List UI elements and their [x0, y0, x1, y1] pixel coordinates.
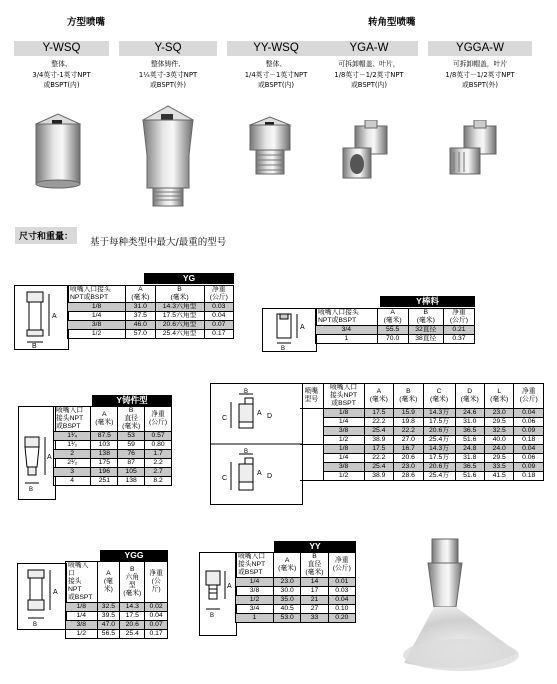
y-sq-nozzle-photo — [133, 100, 203, 212]
header-cell: 喷嘴入口接头 NPT或BSPT — [68, 286, 126, 303]
table-row: 1/4 37.5 17.5六角型 0.04 — [68, 312, 234, 321]
ygga-w-nozzle-photo — [440, 120, 510, 182]
yy-dimension-diagram — [199, 552, 237, 636]
svg-text:B: B — [244, 449, 249, 455]
table-row: 3/8 25.4 22.2 20.6方 36.5 32.5 0.09 — [300, 427, 544, 436]
model-desc-y-sq: 整体铸件、 1¹⁄₄英寸-3英寸NPT 或BSPT(外) — [138, 60, 198, 89]
y-wsq-nozzle-photo — [28, 110, 88, 190]
table-row: 1/4 22.2 20.6 17.5方 31.8 29.5 0.06 — [300, 454, 544, 463]
svg-text:A: A — [47, 454, 52, 461]
svg-text:A: A — [227, 583, 232, 590]
svg-text:C: C — [222, 475, 228, 482]
table-row: 1/2 38.9 28.6 25.4方 51.6 41.5 0.18 — [300, 472, 544, 481]
header-cell: A (毫米) — [126, 286, 155, 303]
table-row: 3 196 105 2.7 — [54, 468, 172, 477]
ygga-dimension-diagram — [222, 449, 272, 490]
yg-table-title: YG — [144, 273, 234, 284]
yy-wsq-nozzle-photo — [245, 115, 295, 180]
svg-text:A: A — [257, 470, 262, 477]
svg-text:A: A — [300, 324, 305, 331]
angle-nozzle-heading: 转角型喷嘴 — [368, 17, 416, 28]
table-row: 1/8 31.0 14.3六角型 0.03 — [68, 303, 234, 312]
model-desc-ygga-w: 可拆卸帽盖，叶片 1/8英寸－1/2英寸NPT 或BSPT(外) — [445, 60, 515, 89]
table-row: 3/4 40.5 27 0.10 — [236, 605, 356, 614]
svg-text:B: B — [33, 622, 38, 628]
model-desc-yy-wsq: 整体、 1/4英寸－1英寸NPT 或BSPT(内) — [244, 60, 308, 89]
svg-text:D: D — [267, 413, 273, 420]
yy-table: 喷嘴入口 接头NPT 或BSPT A (毫米) B 直径 (毫米) 净重 (公斤) 1/4 23.0 14 0.01 3/8 30.0 17 0.03 1/2 35.0 21 0.04 3/4 40.5 27 0.10 1 53.0 33 0.20 — [235, 552, 356, 623]
y-cast-table: 喷嘴入口 接头NPT 或BSPT A (毫米) B 直径 (毫米) 净重 (公斤) 1¹⁄₄ 87.5 53 0.57 1¹⁄₂ 103 59 0.80 2 138 76 1.7 2¹⁄₂ 175 87 2.2 3 196 105 2.7 4 251 138 8.2 — [53, 406, 172, 486]
svg-text:B: B — [244, 389, 249, 395]
table-row: 1/4 39.5 17.5 0.04 — [66, 612, 168, 621]
ygg-table-title: YGG — [100, 550, 168, 561]
yga-dimension-diagram — [222, 389, 272, 428]
table-row: 2 138 76 1.7 — [54, 450, 172, 459]
y-bar-table: 喷嘴入口接头 NPT或BSPT A (毫米) B (毫米) 净重 (公斤) 3/4 55.5 32直径 0.21 1 70.0 38直径 0.37 — [315, 308, 475, 344]
angle-nozzle-diagram-column — [210, 383, 303, 505]
angle-nozzle-table: 喷嘴 型号 喷嘴入口 接头NPT 或BSPT A (毫米) B (毫米) C (毫米) D (毫米) L (毫米) 净重 (公斤) 1/8 17.5 15.9 14.3方 24.6 23.0 0.04 1/4 22.2 19.8 17.5方 31.0 29.5 0.06 3/8 25.4 22.2 20.6方 36.5 32.5 0.09 1/2 38.9 27.0 25.4方 51.6 40.0 0.18 1/8 17.5 16.7 14.3方 24.8 24.0 0.04 1/4 22.2 20.6 17.5方 31.8 29.5 0.06 3/8 25.4 23.0 20.6方 36.5 33.5 0.09 1/2 38.9 28.6 25.4方 51.6 41.5 0.18 — [300, 383, 544, 481]
table-row: 2¹⁄₂ 175 87 2.2 — [54, 459, 172, 468]
dim-a-label: A — [52, 313, 57, 320]
table-row: 1¹⁄₂ 103 59 0.80 — [54, 441, 172, 450]
table-row: 4 251 138 8.2 — [54, 477, 172, 486]
table-row: 1 70.0 38直径 0.37 — [316, 335, 475, 344]
model-name-yga-w: YGA-W — [320, 41, 418, 56]
svg-text:A: A — [257, 410, 262, 417]
header-cell: B (毫米) — [155, 286, 204, 303]
svg-text:B: B — [210, 613, 215, 619]
y-cast-dimension-diagram — [18, 406, 56, 500]
ygg-table: 喷嘴入口 接头NPT 或BSPT A (毫米) B 六角型 (毫米) 净重 (公斤) 1/8 32.5 14.3 0.02 1/4 39.5 17.5 0.04 3/8 47.0 20.6 0.07 1/2 56.5 25.4 0.17 — [65, 561, 168, 639]
yy-table-title: YY — [274, 541, 356, 552]
table-row: 3/4 55.5 32直径 0.21 — [316, 326, 475, 335]
table-row: 3/8 25.4 23.0 20.6方 36.5 33.5 0.09 — [300, 463, 544, 472]
y-bar-table-title: Y棒料 — [380, 296, 475, 307]
sizes-weights-label: 尺寸和重量： — [15, 227, 77, 244]
table-row: 3/8 47.0 20.6 0.07 — [66, 621, 168, 630]
sizes-weights-note: 基于每种类型中最大/最重的型号 — [90, 237, 227, 248]
svg-text:A: A — [53, 589, 58, 596]
table-row: 1/2 38.9 27.0 25.4方 51.6 40.0 0.18 — [300, 436, 544, 445]
model-name-y-sq: Y-SQ — [119, 41, 217, 56]
model-desc-yga-w: 可拆卸帽盖、叶片， 1/8英寸－1/2英寸NPT 或BSPT(内) — [334, 60, 404, 89]
svg-text:B: B — [29, 487, 34, 493]
y-cast-table-title: Y铸件型 — [92, 395, 172, 406]
svg-text:D: D — [267, 473, 273, 480]
svg-text:C: C — [222, 415, 228, 422]
svg-text:B: B — [281, 346, 286, 351]
table-row: 1/4 23.0 14 0.01 — [236, 578, 356, 587]
y-bar-dimension-diagram — [262, 308, 317, 352]
square-nozzle-heading: 方型喷嘴 — [67, 17, 106, 28]
table-row: 1/8 17.5 15.9 14.3方 24.6 23.0 0.04 — [300, 409, 544, 418]
yg-table — [67, 285, 234, 339]
table-row: 1/2 57.0 25.4六角型 0.17 — [68, 330, 234, 339]
model-name-y-wsq: Y-WSQ — [14, 41, 109, 56]
table-row: 1/2 56.5 25.4 0.17 — [66, 630, 168, 639]
yga-w-nozzle-photo — [335, 120, 405, 182]
model-desc-y-wsq: 整体、 3/4英寸-1英寸NPT 或BSPT(内) — [32, 60, 91, 89]
table-row: 1 53.0 33 0.20 — [236, 614, 356, 623]
dim-b-label: B — [32, 343, 37, 349]
header-cell: 净重 (公斤) — [204, 286, 233, 303]
table-row: 1¹⁄₄ 87.5 53 0.57 — [54, 432, 172, 441]
yg-dimension-diagram — [14, 285, 69, 350]
model-name-yy-wsq: YY-WSQ — [227, 41, 325, 56]
table-row: 1/2 35.0 21 0.04 — [236, 596, 356, 605]
table-row: 1/8 17.5 16.7 14.3方 24.8 24.0 0.04 — [300, 445, 544, 454]
table-row: 3/8 30.0 17 0.03 — [236, 587, 356, 596]
table-row: 3/8 46.0 20.6六角型 0.07 — [68, 321, 234, 330]
table-row: 1/8 32.5 14.3 0.02 — [66, 603, 168, 612]
spray-nozzle-photo — [398, 535, 538, 680]
ygg-dimension-diagram — [17, 563, 67, 630]
table-row: 1/4 22.2 19.8 17.5方 31.0 29.5 0.06 — [300, 418, 544, 427]
model-name-ygga-w: YGGA-W — [428, 41, 532, 56]
